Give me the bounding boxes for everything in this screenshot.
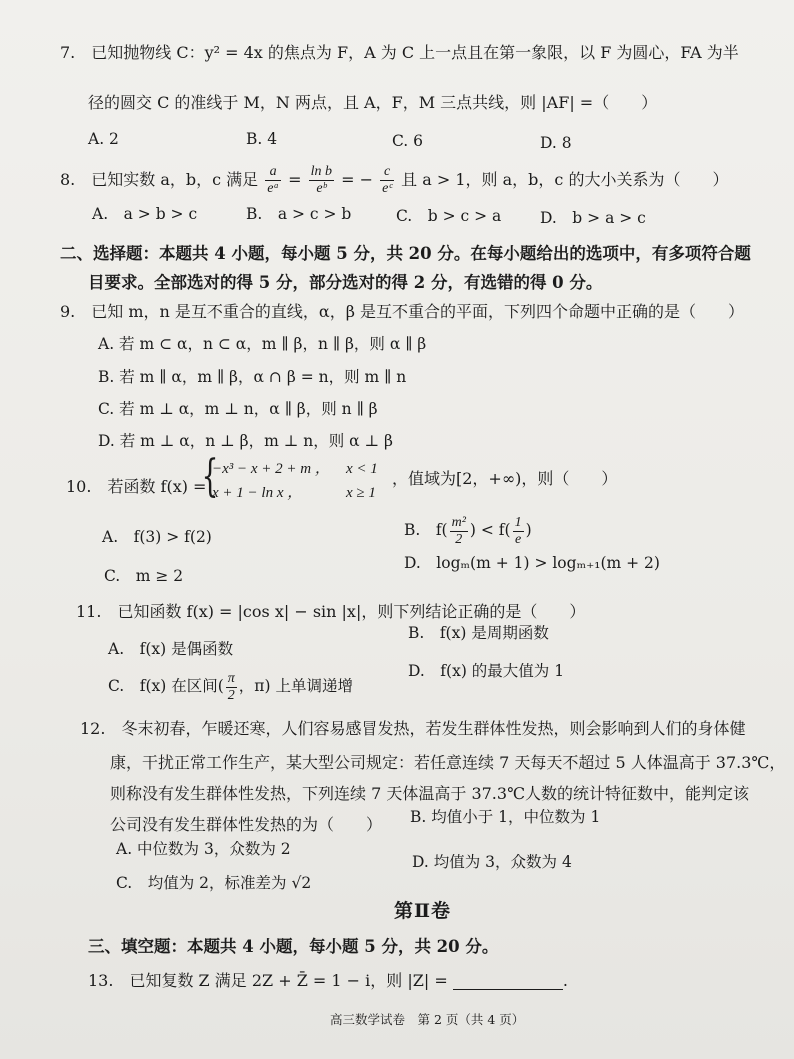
page-footer: 高三数学试卷 第 2 页（共 4 页）: [330, 1012, 525, 1027]
q7-line1: 7. 已知抛物线 C：y² = 4x 的焦点为 F，A 为 C 上一点且在第一象限，以 F 为圆心，FA 为半: [60, 43, 739, 62]
q12-option-d: D. 均值为 3，众数为 4: [412, 853, 572, 871]
q10-suffix: ，值域为[2，+∞)，则（ ）: [392, 469, 618, 488]
q10-case2-cond: x ≥ 1: [346, 485, 376, 501]
q10-prefix: 10. 若函数 f(x) =: [66, 477, 207, 496]
q11-stem: 11. 已知函数 f(x) = |cos x| − sin |x|，则下列结论正确的是（ ）: [76, 602, 586, 621]
q8-option-c: C. b > c > a: [396, 207, 502, 225]
section2-heading-line1: 二、选择题：本题共 4 小题，每小题 5 分，共 20 分。在每小题给出的选项中，有多项符合题: [60, 244, 751, 263]
q8-option-a: A. a > b > c: [92, 205, 198, 223]
q8-frac-b: $\frac{\text{ln b}}{\text{eᵇ}}$: [310, 164, 333, 196]
q9-stem: 9. 已知 m，n 是互不重合的直线，α，β 是互不重合的平面，下列四个命题中正确的是（ ）: [60, 302, 745, 321]
q12-option-c: C. 均值为 2，标准差为 √2: [116, 874, 312, 892]
q10-option-b: B. f( $\frac{\text{m²}}{2}$ ) < f( $\frac{1}{e}$ ): [404, 514, 532, 547]
q8-frac-c: $\frac{c}{\text{eᶜ}}$: [382, 164, 393, 196]
q12-option-a: A. 中位数为 3，众数为 2: [116, 840, 291, 858]
q12-line1: 12. 冬末初春，乍暖还寒，人们容易感冒发热，若发生群体性发热，则会影响到人们的身体健: [80, 719, 746, 738]
q10-option-c: C. m ≥ 2: [104, 567, 184, 585]
q9-option-d: D. 若 m ⊥ α，n ⊥ β，m ⊥ n，则 α ⊥ β: [98, 432, 394, 450]
part2-title: 第Ⅱ卷: [394, 900, 452, 922]
q12-option-b: B. 均值小于 1，中位数为 1: [410, 808, 601, 826]
q8-suffix: 且 a > 1，则 a，b，c 的大小关系为（ ）: [401, 170, 729, 189]
q13-stem: 13. 已知复数 Z 满足 2Z + Z̄ = 1 − i，则 |Z| = .: [88, 971, 568, 990]
q8-option-b: B. a > c > b: [246, 205, 352, 223]
q13-answer-blank[interactable]: [453, 973, 563, 990]
q12-line3: 则称没有发生群体性发热，下列连续 7 天体温高于 37.3℃人数的统计特征数中，能判定该: [110, 784, 749, 803]
section3-heading: 三、填空题：本题共 4 小题，每小题 5 分，共 20 分。: [88, 937, 499, 956]
q13-text: 13. 已知复数 Z 满足 2Z + Z̄ = 1 − i，则 |Z| =: [88, 971, 448, 990]
q10-option-d: D. logₘ(m + 1) > logₘ₊₁(m + 2): [404, 554, 660, 572]
q8-option-d: D. b > a > c: [540, 209, 646, 227]
q9-option-a: A. 若 m ⊂ α，n ⊂ α，m ∥ β，n ∥ β，则 α ∥ β: [98, 335, 427, 353]
q7-line2: 径的圆交 C 的准线于 M，N 两点，且 A，F，M 三点共线，则 |AF| =（ ）: [88, 93, 658, 112]
q12-line2: 康，干扰正常工作生产，某大型公司规定：若任意连续 7 天每天不超过 5 人体温高于 37.3℃，: [110, 753, 786, 772]
q7-option-b: B. 4: [246, 130, 278, 148]
q11-option-d: D. f(x) 的最大值为 1: [408, 662, 565, 680]
q7-option-d: D. 8: [540, 134, 572, 152]
q7-option-c: C. 6: [392, 132, 424, 150]
q11-option-b: B. f(x) 是周期函数: [408, 624, 549, 642]
q8-frac-a: $\frac{a}{\text{eᵃ}}$: [267, 164, 280, 196]
q11-option-c: C. f(x) 在区间( $\frac{\pi}{2}$ ，π) 上单调递增: [108, 670, 353, 703]
q10-case1-expr: −x³ − x + 2 + m ，: [212, 461, 330, 477]
q10-case2-expr: x + 1 − ln x ，: [212, 485, 303, 501]
q8-eq1: =: [288, 170, 302, 189]
q11-option-a: A. f(x) 是偶函数: [108, 640, 234, 658]
q10-option-a: A. f(3) > f(2): [102, 528, 212, 546]
q10-case1-cond: x < 1: [346, 461, 378, 477]
q7-option-a: A. 2: [88, 130, 119, 148]
q8-eq2: = −: [341, 170, 374, 189]
q8-stem: [60, 160, 728, 200]
q9-option-b: B. 若 m ∥ α，m ∥ β，α ∩ β = n，则 m ∥ n: [98, 368, 407, 386]
q9-option-c: C. 若 m ⊥ α，m ⊥ n，α ∥ β，则 n ∥ β: [98, 400, 378, 418]
section2-heading-line2: 目要求。全部选对的得 5 分，部分选对的得 2 分，有选错的得 0 分。: [88, 273, 603, 292]
q12-line4: 公司没有发生群体性发热的为（ ）: [110, 815, 383, 834]
q8-prefix: 8. 已知实数 a，b，c 满足: [60, 170, 259, 189]
piecewise-brace: {: [201, 451, 219, 502]
